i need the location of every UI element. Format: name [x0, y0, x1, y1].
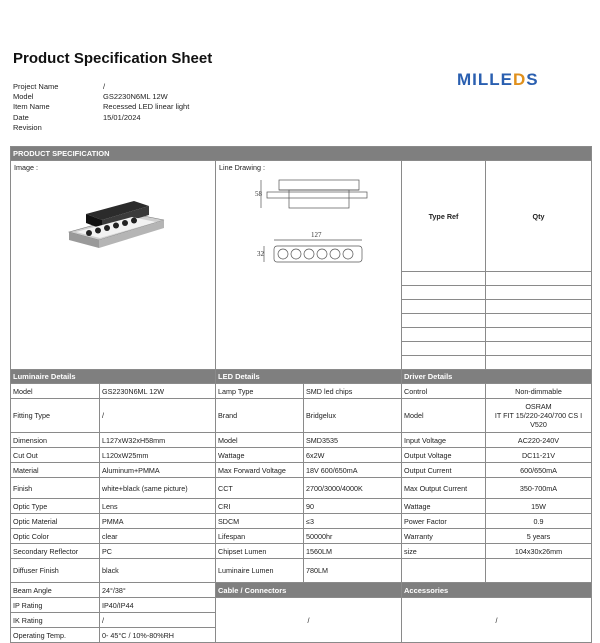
cable-value: /	[216, 598, 402, 643]
spec-value: 0- 45°C / 10%-80%RH	[100, 628, 216, 643]
qty-cell	[486, 356, 592, 370]
spec-label: IK Rating	[11, 613, 100, 628]
spec-value: 0.9	[486, 514, 592, 529]
brand-logo	[457, 70, 539, 90]
product-image	[14, 174, 204, 264]
meta-label: Project Name	[13, 82, 59, 91]
spec-label: Brand	[216, 399, 304, 433]
spec-label: Max Forward Voltage	[216, 463, 304, 478]
logo-part: S	[526, 70, 539, 89]
product-image-cell	[11, 161, 216, 370]
spec-value: Aluminum+PMMA	[100, 463, 216, 478]
spec-label: Control	[402, 384, 486, 399]
spec-value: 50000hr	[304, 529, 402, 544]
spec-value: 5 years	[486, 529, 592, 544]
driver-header: Driver Details	[402, 370, 592, 384]
meta-label: Model	[13, 92, 34, 102]
spec-label: Chipset Lumen	[216, 544, 304, 559]
spec-label: Material	[11, 463, 100, 478]
spec-label: Optic Color	[11, 529, 100, 544]
meta-block	[13, 82, 189, 133]
spec-value: DC11-21V	[486, 448, 592, 463]
spec-label: Wattage	[402, 499, 486, 514]
accessories-header: Accessories	[402, 583, 592, 598]
qty-cell	[486, 328, 592, 342]
qty-cell	[486, 314, 592, 328]
spec-value: Non-dimmable	[486, 384, 592, 399]
spec-label: Fitting Type	[11, 399, 100, 433]
cable-header: Cable / Connectors	[216, 583, 402, 598]
spec-label: Wattage	[216, 448, 304, 463]
spec-label: SDCM	[216, 514, 304, 529]
spec-label: Power Factor	[402, 514, 486, 529]
spec-value: 600/650mA	[486, 463, 592, 478]
section-title: PRODUCT SPECIFICATION	[11, 147, 592, 161]
line-drawing-cell	[216, 161, 402, 370]
spec-value: SMD led chips	[304, 384, 402, 399]
drawing-dim-depth: 32	[257, 250, 264, 258]
spec-value: AC220-240V	[486, 433, 592, 448]
spec-value: Bridgelux	[304, 399, 402, 433]
spec-value: clear	[100, 529, 216, 544]
meta-label: Revision	[13, 122, 42, 132]
spec-label: Dimension	[11, 433, 100, 448]
spec-value: OSRAM IT FIT 15/220-240/700 CS I V520	[486, 399, 592, 433]
spec-value: ≤3	[304, 514, 402, 529]
meta-value: Recessed LED linear light	[103, 102, 190, 112]
spec-label: Lifespan	[216, 529, 304, 544]
spec-label: IP Rating	[11, 598, 100, 613]
type-ref-cell	[402, 286, 486, 300]
spec-label: Operating Temp.	[11, 628, 100, 643]
spec-value: L120xW25mm	[100, 448, 216, 463]
spec-label	[402, 559, 486, 583]
spec-label: Warranty	[402, 529, 486, 544]
spec-value: 1560LM	[304, 544, 402, 559]
meta-label: Item Name	[13, 102, 50, 112]
image-label: Image :	[14, 163, 38, 172]
spec-label: Output Voltage	[402, 448, 486, 463]
spec-label: Model	[216, 433, 304, 448]
spec-value: 90	[304, 499, 402, 514]
meta-label: Date	[13, 112, 29, 122]
spec-label: Diffuser Finish	[11, 559, 100, 583]
spec-label: Max Output Current	[402, 478, 486, 499]
spec-value: SMD3535	[304, 433, 402, 448]
spec-label: Beam Angle	[11, 583, 100, 598]
spec-label: Model	[11, 384, 100, 399]
spec-label: Model	[402, 399, 486, 433]
qty-cell	[486, 342, 592, 356]
luminaire-header: Luminaire Details	[11, 370, 216, 384]
spec-value: 24°/38°	[100, 583, 216, 598]
spec-table	[10, 146, 592, 643]
meta-value: GS2230N6ML 12W	[103, 92, 168, 102]
spec-label: Optic Material	[11, 514, 100, 529]
meta-value: /	[103, 82, 106, 91]
spec-value: white+black (same picture)	[100, 478, 216, 499]
spec-value: PMMA	[100, 514, 216, 529]
spec-label: Output Current	[402, 463, 486, 478]
drawing-dim-height: 58	[255, 190, 262, 198]
spec-value: IP40/IP44	[100, 598, 216, 613]
spec-label: CRI	[216, 499, 304, 514]
type-ref-cell	[402, 342, 486, 356]
spec-value	[486, 559, 592, 583]
spec-value: /	[100, 399, 216, 433]
qty-cell	[486, 300, 592, 314]
spec-value: GS2230N6ML 12W	[100, 384, 216, 399]
meta-value: 15/01/2024	[103, 112, 141, 122]
spec-label: Luminaire Lumen	[216, 559, 304, 583]
spec-value: 6x2W	[304, 448, 402, 463]
spec-label: Secondary Reflector	[11, 544, 100, 559]
spec-label: size	[402, 544, 486, 559]
spec-value: Lens	[100, 499, 216, 514]
spec-label: Input Voltage	[402, 433, 486, 448]
spec-label: Finish	[11, 478, 100, 499]
logo-part: MILLE	[457, 70, 513, 89]
led-header: LED Details	[216, 370, 402, 384]
spec-label: Optic Type	[11, 499, 100, 514]
spec-label: CCT	[216, 478, 304, 499]
page-title: Product Specification Sheet	[13, 50, 213, 67]
accessories-value: /	[402, 598, 592, 643]
type-ref-cell	[402, 300, 486, 314]
spec-label: Cut Out	[11, 448, 100, 463]
type-ref-cell	[402, 314, 486, 328]
spec-value: PC	[100, 544, 216, 559]
spec-value: 780LM	[304, 559, 402, 583]
spec-value: black	[100, 559, 216, 583]
drawing-dim-width: 127	[311, 231, 322, 239]
type-ref-cell	[402, 272, 486, 286]
spec-value: 350-700mA	[486, 478, 592, 499]
type-ref-header: Type Ref	[402, 161, 486, 272]
spec-value: L127xW32xH58mm	[100, 433, 216, 448]
qty-header: Qty	[486, 161, 592, 272]
spec-value: 18V 600/650mA	[304, 463, 402, 478]
line-drawing	[219, 172, 399, 272]
logo-part: D	[513, 70, 527, 89]
drawing-label: Line Drawing :	[219, 163, 265, 172]
type-ref-cell	[402, 356, 486, 370]
type-ref-cell	[402, 328, 486, 342]
spec-value: 15W	[486, 499, 592, 514]
spec-label: Lamp Type	[216, 384, 304, 399]
spec-value: 104x30x26mm	[486, 544, 592, 559]
qty-cell	[486, 272, 592, 286]
spec-value: /	[100, 613, 216, 628]
qty-cell	[486, 286, 592, 300]
spec-value: 2700/3000/4000K	[304, 478, 402, 499]
